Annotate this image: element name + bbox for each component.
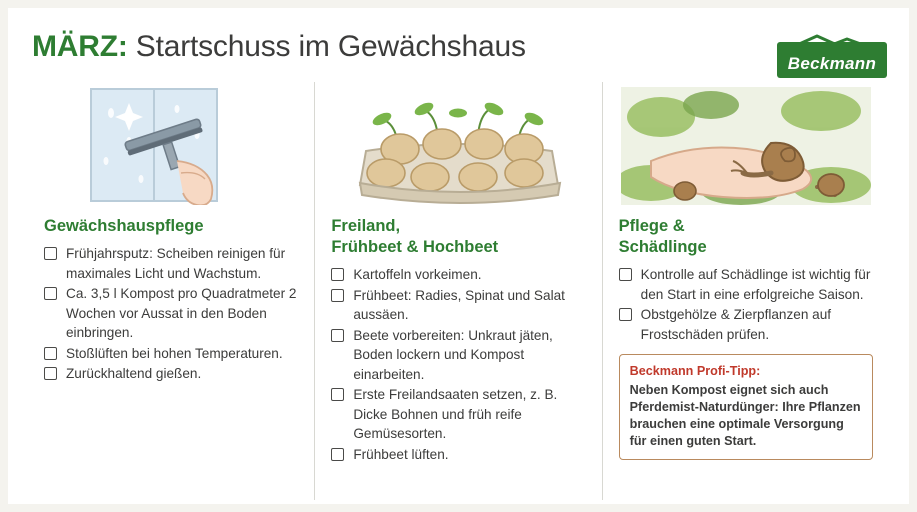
list-item [331,326,585,385]
column-outdoor-beds [314,82,601,500]
list-item [44,344,298,364]
pro-tip-title: Beckmann Profi-Tipp: [629,364,761,378]
checkbox-icon[interactable] [619,268,632,281]
seed-potatoes-egg-carton-icon [331,86,585,206]
checklist-care-pests [619,265,873,344]
pro-tip-body: Neben Kompost eignet sich auch Pferdemist-Naturdünger: Ihre Pflanzen brauchen eine optimale Versorgung für einen guten Start. [629,383,861,448]
checkbox-icon[interactable] [331,268,344,281]
list-item [619,305,873,344]
list-item [331,445,585,465]
column-title: Gewächshauspflege [44,217,204,235]
checkbox-icon[interactable] [44,367,57,380]
list-item [44,364,298,384]
checkbox-icon[interactable] [44,347,57,360]
checkbox-icon[interactable] [331,448,344,461]
list-item-label: Frühjahrsputz: Scheiben reinigen für maximales Licht und Wachstum. [66,246,286,281]
column-title-line2: Schädlinge [618,238,707,256]
column-title-line2: Frühbeet & Hochbeet [331,238,499,256]
list-item-label: Obstgehölze & Zierpflanzen auf Frostschäden prüfen. [640,307,832,342]
list-item [331,265,585,285]
list-item-label: Ca. 3,5 l Kompost pro Quadratmeter 2 Wochen vor Aussat in den Boden einbringen. [66,286,297,340]
checkbox-icon[interactable] [331,388,344,401]
page-title-headline: Startschuss im Gewächshaus [135,30,526,63]
checkbox-icon[interactable] [331,289,344,302]
page-title [32,30,885,64]
column-title-line1: Pflege & [618,217,685,235]
checklist-outdoor-beds [331,265,585,464]
column-title [331,216,585,258]
list-item-label: Frühbeet: Radies, Spinat und Salat aussäen. [353,287,565,322]
page-header [8,8,909,82]
checkbox-icon[interactable] [44,247,57,260]
list-item [619,265,873,304]
hand-holding-snail-icon [619,86,873,206]
list-item-label: Stoßlüften bei hohen Temperaturen. [66,345,283,361]
brand-logo [777,34,887,82]
list-item-label: Kontrolle auf Schädlinge ist wichtig für den Start in eine erfolgreiche Saison. [640,267,871,302]
list-item-label: Kartoffeln vorkeimen. [353,267,482,282]
list-item [331,286,585,325]
column-title-line1: Freiland, [331,217,401,235]
column-title [619,216,873,258]
checklist-greenhouse-care [44,244,298,384]
column-greenhouse-care [28,82,314,500]
brand-logo-badge [777,42,887,78]
page-title-month: MÄRZ: [32,30,128,63]
brand-logo-text: Beckmann [787,54,877,73]
list-item [44,284,298,343]
list-item-label: Zurückhaltend gießen. [66,366,202,381]
window-squeegee-cleaning-icon [44,86,298,206]
list-item-label: Erste Freilandsaaten setzen, z. B. Dicke Bohnen und früh reife Gemüsesorten. [353,387,558,441]
checkbox-icon[interactable] [619,308,632,321]
columns-container [8,82,909,500]
list-item [331,385,585,444]
checkbox-icon[interactable] [331,329,344,342]
checkbox-icon[interactable] [44,287,57,300]
list-item-label: Frühbeet lüften. [353,446,449,462]
pro-tip-box [619,354,873,460]
column-care-pests [602,82,889,500]
list-item-label: Beete vorbereiten: Unkraut jäten, Boden lockern und Kompost einarbeiten. [353,327,553,382]
list-item [44,244,298,283]
